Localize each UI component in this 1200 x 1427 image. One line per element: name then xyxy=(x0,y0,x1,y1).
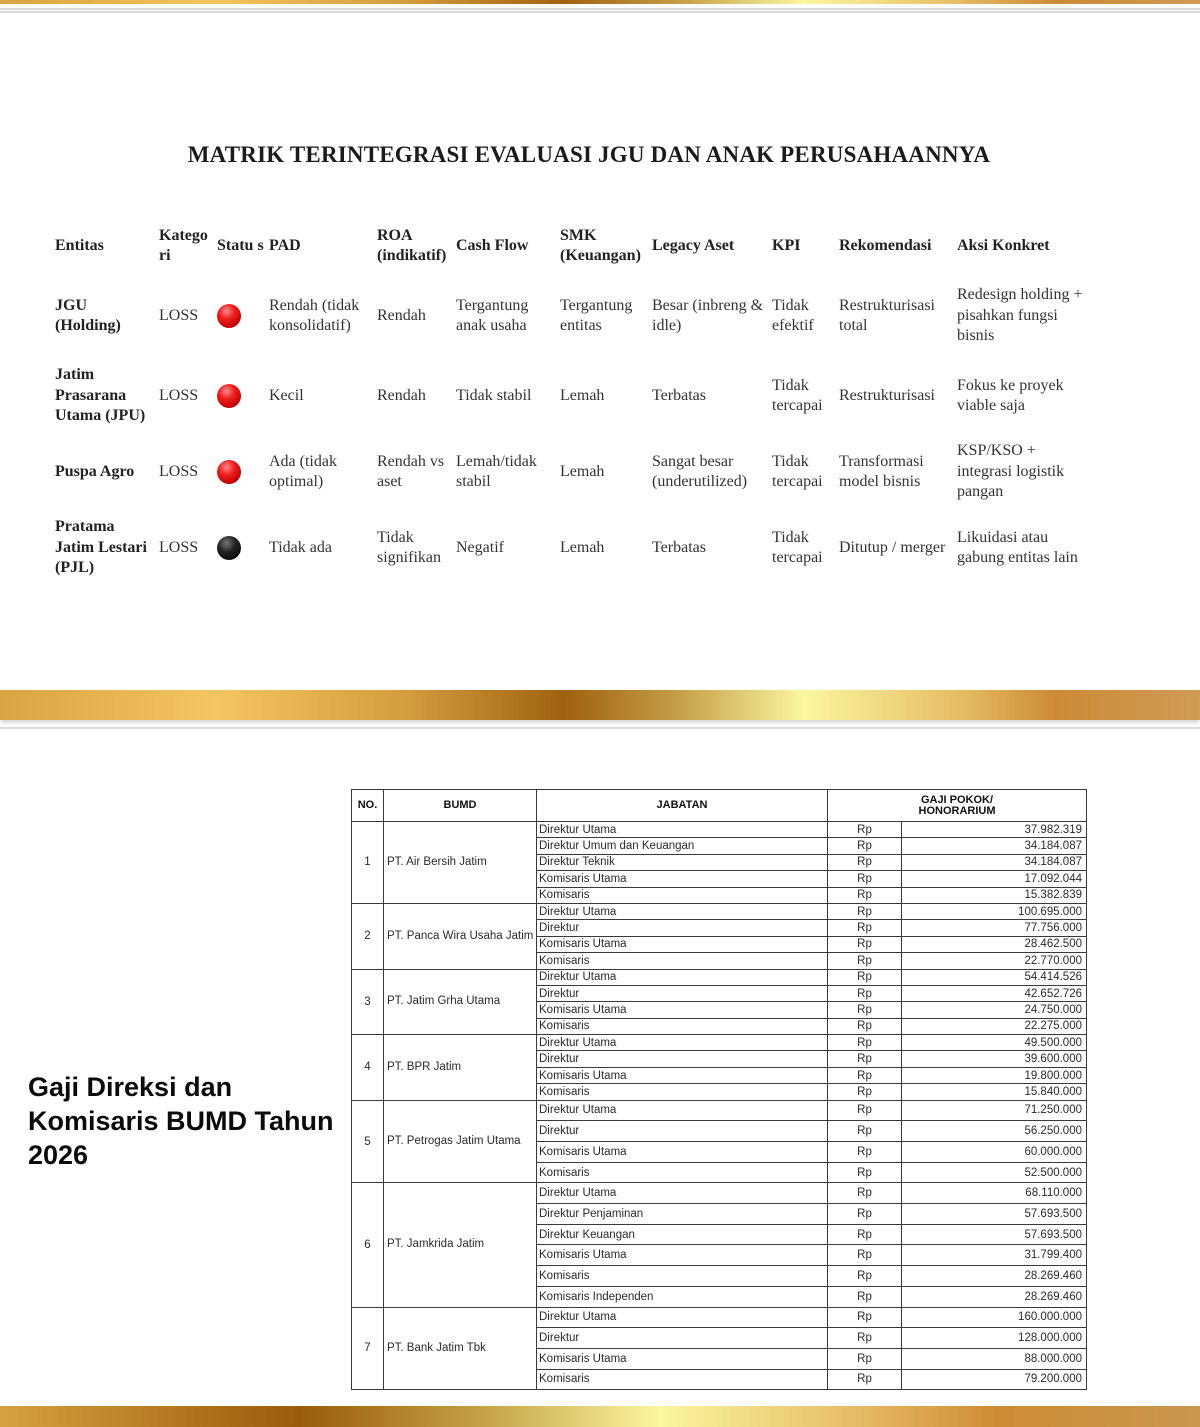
cell-gaji: 60.000.000 xyxy=(902,1142,1087,1163)
cell-currency: Rp xyxy=(828,1018,902,1034)
cell-jabatan: Direktur Utama xyxy=(537,822,828,838)
salary-row xyxy=(352,1307,1087,1328)
cell-currency: Rp xyxy=(828,1035,902,1051)
cell-kategori: LOSS xyxy=(159,306,199,324)
cell-currency: Rp xyxy=(828,903,902,919)
cell-currency: Rp xyxy=(828,822,902,838)
cell-currency: Rp xyxy=(828,1051,902,1067)
cell-currency: Rp xyxy=(828,953,902,969)
cell-jabatan: Direktur Utama xyxy=(537,1100,828,1121)
header-status: Statu s xyxy=(217,236,264,254)
cell-bumd: PT. Bank Jatim Tbk xyxy=(384,1307,537,1390)
cell-jabatan: Komisaris xyxy=(537,1266,828,1287)
cell-cash-flow: Tidak stabil xyxy=(456,386,532,404)
cell-jabatan: Komisaris Utama xyxy=(537,1348,828,1369)
cell-entitas: JGU (Holding) xyxy=(55,296,121,334)
matrix-row xyxy=(53,362,1093,430)
cell-gaji: 100.695.000 xyxy=(902,903,1087,919)
cell-currency: Rp xyxy=(828,985,902,1001)
cell-gaji: 49.500.000 xyxy=(902,1035,1087,1051)
header-legacy-aset: Legacy Aset xyxy=(652,236,735,254)
cell-currency: Rp xyxy=(828,1286,902,1307)
divider-line xyxy=(0,727,1200,729)
cell-kpi: Tidak tercapai xyxy=(772,528,823,566)
cell-jabatan: Komisaris xyxy=(537,1369,828,1390)
cell-kpi: Tidak tercapai xyxy=(772,452,823,490)
status-red-dot-icon xyxy=(217,304,241,328)
cell-smk: Lemah xyxy=(560,386,605,404)
cell-jabatan: Direktur Utama xyxy=(537,1307,828,1328)
salary-row xyxy=(352,903,1087,919)
cell-aksi: Likuidasi atau gabung entitas lain xyxy=(957,528,1078,566)
cell-gaji: 28.269.460 xyxy=(902,1286,1087,1307)
cell-currency: Rp xyxy=(828,1266,902,1287)
cell-jabatan: Komisaris Independen xyxy=(537,1286,828,1307)
cell-kategori: LOSS xyxy=(159,538,199,556)
cell-smk: Lemah xyxy=(560,462,605,480)
cell-roa: Rendah xyxy=(377,306,426,324)
cell-gaji: 57.693.500 xyxy=(902,1224,1087,1245)
cell-currency: Rp xyxy=(828,1204,902,1225)
salary-row xyxy=(352,1100,1087,1121)
cell-gaji: 77.756.000 xyxy=(902,920,1087,936)
cell-gaji: 15.382.839 xyxy=(902,887,1087,903)
salary-header-row xyxy=(352,790,1087,822)
cell-roa: Rendah xyxy=(377,386,426,404)
cell-aksi: KSP/KSO + integrasi logistik pangan xyxy=(957,442,1065,501)
matrix-row xyxy=(53,270,1093,362)
cell-legacy-aset: Besar (inbreng & idle) xyxy=(652,296,764,334)
cell-jabatan: Direktur xyxy=(537,1051,828,1067)
cell-cash-flow: Lemah/tidak stabil xyxy=(456,452,537,490)
cell-currency: Rp xyxy=(828,838,902,854)
header-kategori: Katego ri xyxy=(159,226,208,264)
status-black-dot-icon xyxy=(217,536,241,560)
cell-gaji: 128.000.000 xyxy=(902,1328,1087,1349)
cell-jabatan: Direktur Umum dan Keuangan xyxy=(537,838,828,854)
header-entitas: Entitas xyxy=(55,236,104,254)
matrix-row xyxy=(53,514,1093,582)
cell-kategori: LOSS xyxy=(159,386,199,404)
cell-gaji: 88.000.000 xyxy=(902,1348,1087,1369)
header-jabatan: JABATAN xyxy=(537,790,828,822)
salary-row xyxy=(352,1183,1087,1204)
salary-section-title: Gaji Direksi dan Komisaris BUMD Tahun 2026 xyxy=(28,1072,334,1170)
cell-entitas: Pratama Jatim Lestari (PJL) xyxy=(55,518,147,577)
matrix-title: MATRIK TERINTEGRASI EVALUASI JGU DAN ANAK PERUSAHAANNYA xyxy=(187,142,991,167)
cell-jabatan: Direktur Utama xyxy=(537,969,828,985)
cell-currency: Rp xyxy=(828,969,902,985)
cell-smk: Lemah xyxy=(560,538,605,556)
cell-gaji: 22.770.000 xyxy=(902,953,1087,969)
cell-bumd: PT. Air Bersih Jatim xyxy=(384,822,537,904)
divider-line xyxy=(0,8,1200,10)
cell-currency: Rp xyxy=(828,920,902,936)
cell-rekomendasi: Ditutup / merger xyxy=(839,538,946,556)
cell-bumd: PT. Panca Wira Usaha Jatim xyxy=(384,903,537,969)
cell-gaji: 37.982.319 xyxy=(902,822,1087,838)
cell-gaji: 68.110.000 xyxy=(902,1183,1087,1204)
cell-gaji: 56.250.000 xyxy=(902,1121,1087,1142)
header-smk: SMK (Keuangan) xyxy=(560,226,641,264)
cell-currency: Rp xyxy=(828,1307,902,1328)
cell-jabatan: Direktur xyxy=(537,985,828,1001)
cell-gaji: 28.462.500 xyxy=(902,936,1087,952)
cell-currency: Rp xyxy=(828,936,902,952)
cell-jabatan: Direktur Utama xyxy=(537,1035,828,1051)
cell-currency: Rp xyxy=(828,1224,902,1245)
cell-pad: Tidak ada xyxy=(269,538,332,556)
evaluation-matrix-table xyxy=(53,222,1093,582)
cell-aksi: Fokus ke proyek viable saja xyxy=(957,376,1064,414)
cell-gaji: 15.840.000 xyxy=(902,1084,1087,1100)
cell-no: 6 xyxy=(352,1183,384,1307)
salary-row xyxy=(352,1035,1087,1051)
cell-gaji: 42.652.726 xyxy=(902,985,1087,1001)
cell-currency: Rp xyxy=(828,1328,902,1349)
cell-jabatan: Direktur Utama xyxy=(537,903,828,919)
cell-gaji: 57.693.500 xyxy=(902,1204,1087,1225)
cell-currency: Rp xyxy=(828,854,902,870)
cell-jabatan: Direktur Penjaminan xyxy=(537,1204,828,1225)
cell-kpi: Tidak tercapai xyxy=(772,376,823,414)
cell-smk: Tergantung entitas xyxy=(560,296,633,334)
cell-gaji: 22.275.000 xyxy=(902,1018,1087,1034)
matrix-header-row xyxy=(53,222,1093,270)
cell-gaji: 52.500.000 xyxy=(902,1162,1087,1183)
gold-divider-top xyxy=(0,0,1200,4)
cell-jabatan: Komisaris Utama xyxy=(537,936,828,952)
cell-status xyxy=(215,430,267,514)
header-roa: ROA (indikatif) xyxy=(377,226,447,264)
cell-gaji: 17.092.044 xyxy=(902,871,1087,887)
gold-divider-middle xyxy=(0,690,1200,720)
cell-no: 3 xyxy=(352,969,384,1035)
cell-pad: Rendah (tidak konsolidatif) xyxy=(269,296,360,334)
cell-currency: Rp xyxy=(828,871,902,887)
cell-bumd: PT. Jamkrida Jatim xyxy=(384,1183,537,1307)
cell-entitas: Jatim Prasarana Utama (JPU) xyxy=(55,366,146,425)
cell-rekomendasi: Restrukturisasi total xyxy=(839,296,935,334)
cell-cash-flow: Negatif xyxy=(456,538,504,556)
header-cash-flow: Cash Flow xyxy=(456,236,529,254)
matrix-row xyxy=(53,430,1093,514)
cell-bumd: PT. BPR Jatim xyxy=(384,1035,537,1101)
cell-status xyxy=(215,362,267,430)
cell-gaji: 160.000.000 xyxy=(902,1307,1087,1328)
cell-currency: Rp xyxy=(828,1245,902,1266)
header-bumd: BUMD xyxy=(384,790,537,822)
header-aksi-konkret: Aksi Konkret xyxy=(957,236,1050,254)
header-pad: PAD xyxy=(269,236,301,254)
cell-aksi: Redesign holding + pisahkan fungsi bisnis xyxy=(957,286,1083,345)
status-red-dot-icon xyxy=(217,460,241,484)
cell-currency: Rp xyxy=(828,1084,902,1100)
cell-entitas: Puspa Agro xyxy=(55,462,135,480)
cell-jabatan: Komisaris xyxy=(537,1084,828,1100)
cell-bumd: PT. Petrogas Jatim Utama xyxy=(384,1100,537,1183)
header-rekomendasi: Rekomendasi xyxy=(839,236,932,254)
cell-cash-flow: Tergantung anak usaha xyxy=(456,296,529,334)
gold-divider-bottom xyxy=(0,1406,1200,1427)
cell-jabatan: Komisaris Utama xyxy=(537,1142,828,1163)
salary-row xyxy=(352,969,1087,985)
cell-gaji: 39.600.000 xyxy=(902,1051,1087,1067)
cell-currency: Rp xyxy=(828,1100,902,1121)
cell-currency: Rp xyxy=(828,1369,902,1390)
cell-jabatan: Komisaris Utama xyxy=(537,1245,828,1266)
header-kpi: KPI xyxy=(772,236,801,254)
cell-jabatan: Direktur xyxy=(537,1328,828,1349)
cell-currency: Rp xyxy=(828,887,902,903)
cell-jabatan: Komisaris xyxy=(537,887,828,903)
cell-currency: Rp xyxy=(828,1348,902,1369)
cell-rekomendasi: Transformasi model bisnis xyxy=(839,452,924,490)
cell-jabatan: Direktur xyxy=(537,1121,828,1142)
cell-currency: Rp xyxy=(828,1183,902,1204)
cell-jabatan: Direktur xyxy=(537,920,828,936)
cell-no: 5 xyxy=(352,1100,384,1183)
cell-no: 2 xyxy=(352,903,384,969)
cell-jabatan: Direktur Teknik xyxy=(537,854,828,870)
cell-gaji: 19.800.000 xyxy=(902,1067,1087,1083)
cell-no: 7 xyxy=(352,1307,384,1390)
divider-line xyxy=(0,11,1200,13)
cell-kpi: Tidak efektif xyxy=(772,296,814,334)
cell-currency: Rp xyxy=(828,1067,902,1083)
cell-no: 1 xyxy=(352,822,384,904)
cell-jabatan: Komisaris xyxy=(537,953,828,969)
header-no: NO. xyxy=(352,790,384,822)
cell-legacy-aset: Terbatas xyxy=(652,386,706,404)
cell-gaji: 24.750.000 xyxy=(902,1002,1087,1018)
cell-gaji: 34.184.087 xyxy=(902,854,1087,870)
status-red-dot-icon xyxy=(217,384,241,408)
cell-gaji: 28.269.460 xyxy=(902,1266,1087,1287)
cell-jabatan: Direktur Keuangan xyxy=(537,1224,828,1245)
cell-no: 4 xyxy=(352,1035,384,1101)
cell-currency: Rp xyxy=(828,1162,902,1183)
cell-jabatan: Komisaris xyxy=(537,1018,828,1034)
cell-roa: Rendah vs aset xyxy=(377,452,445,490)
cell-bumd: PT. Jatim Grha Utama xyxy=(384,969,537,1035)
cell-jabatan: Komisaris Utama xyxy=(537,1067,828,1083)
header-gaji: GAJI POKOK/ HONORARIUM xyxy=(828,790,1087,822)
cell-gaji: 71.250.000 xyxy=(902,1100,1087,1121)
cell-roa: Tidak signifikan xyxy=(377,528,441,566)
cell-rekomendasi: Restrukturisasi xyxy=(839,386,935,404)
cell-currency: Rp xyxy=(828,1002,902,1018)
cell-kategori: LOSS xyxy=(159,462,199,480)
cell-status xyxy=(215,514,267,582)
cell-gaji: 54.414.526 xyxy=(902,969,1087,985)
cell-gaji: 34.184.087 xyxy=(902,838,1087,854)
cell-jabatan: Komisaris xyxy=(537,1162,828,1183)
cell-jabatan: Komisaris Utama xyxy=(537,871,828,887)
cell-legacy-aset: Terbatas xyxy=(652,538,706,556)
cell-currency: Rp xyxy=(828,1142,902,1163)
salary-row xyxy=(352,822,1087,838)
cell-jabatan: Komisaris Utama xyxy=(537,1002,828,1018)
salary-table xyxy=(351,789,1087,1390)
cell-legacy-aset: Sangat besar (underutilized) xyxy=(652,452,748,490)
cell-status xyxy=(215,270,267,362)
cell-gaji: 79.200.000 xyxy=(902,1369,1087,1390)
cell-jabatan: Direktur Utama xyxy=(537,1183,828,1204)
cell-gaji: 31.799.400 xyxy=(902,1245,1087,1266)
cell-currency: Rp xyxy=(828,1121,902,1142)
cell-pad: Ada (tidak optimal) xyxy=(269,452,337,490)
cell-pad: Kecil xyxy=(269,386,304,404)
